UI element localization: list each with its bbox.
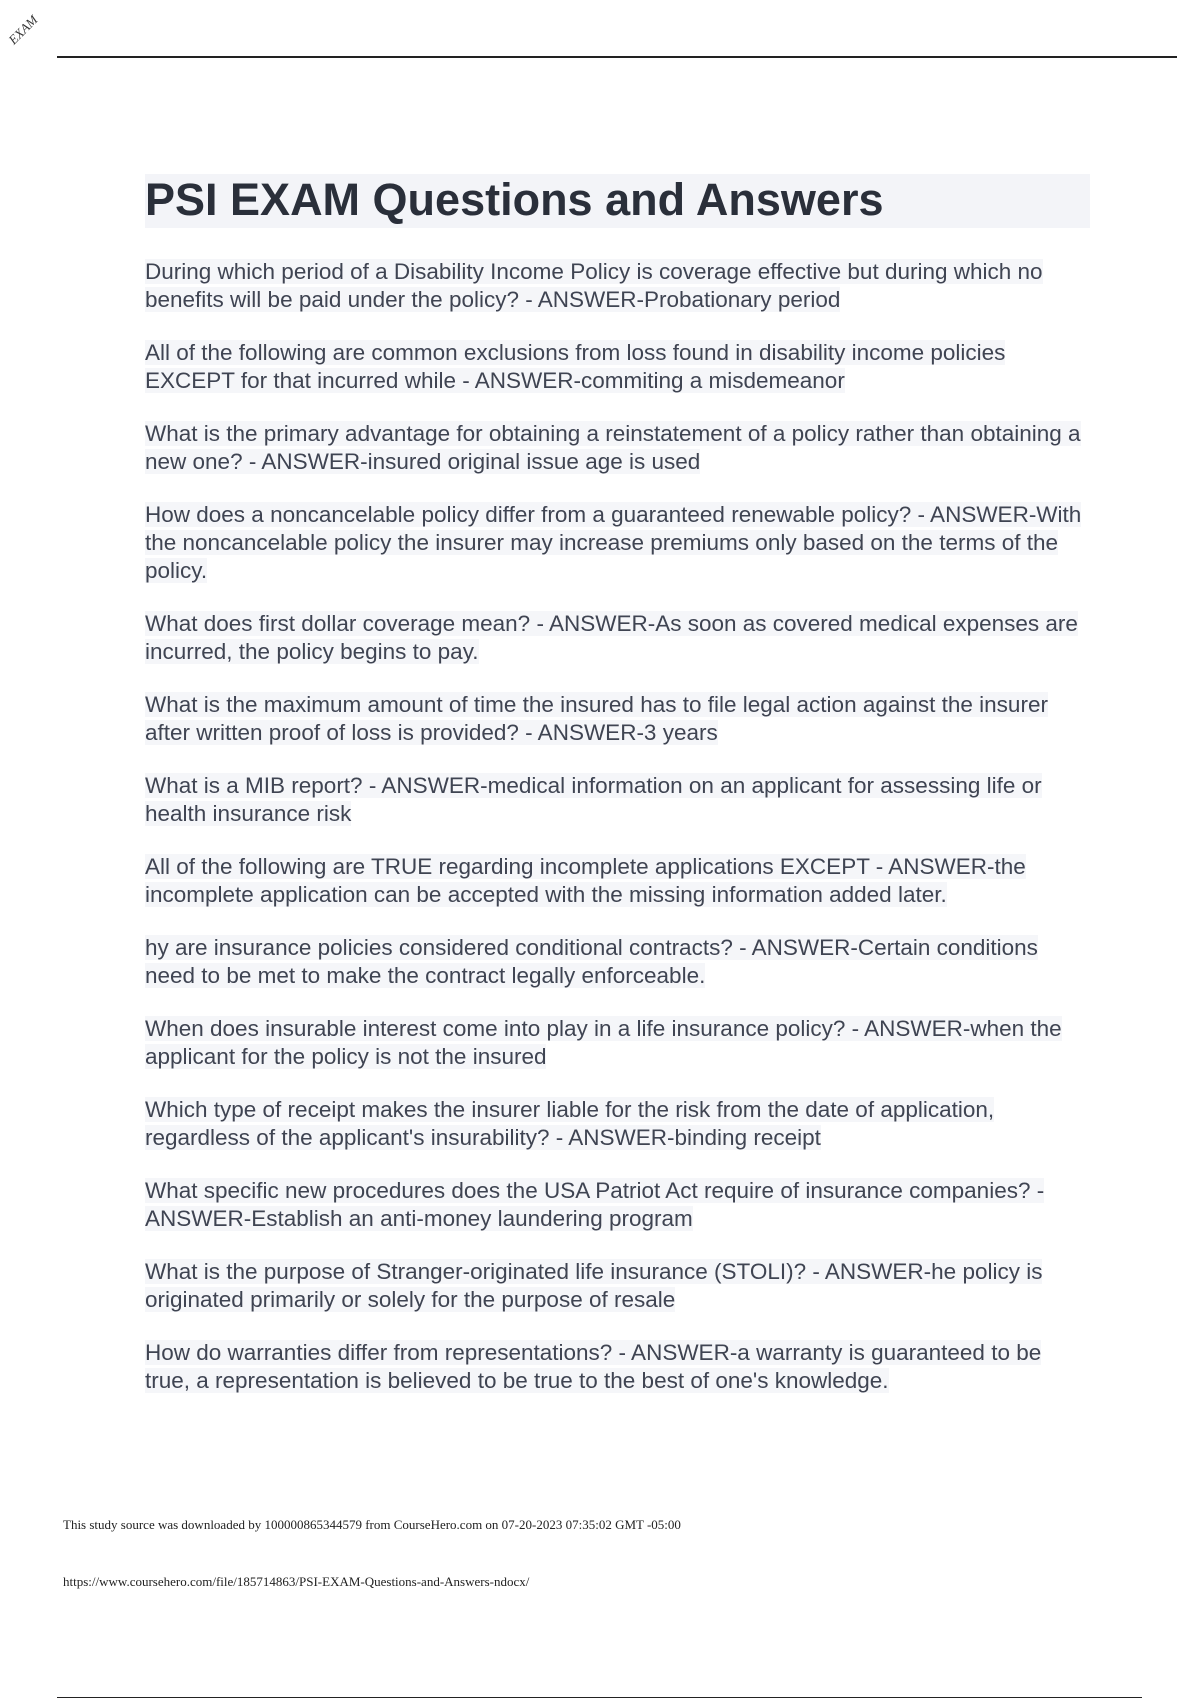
qa-text: What does first dollar coverage mean? - ANSWER-As soon as covered medical expenses are incurred, the policy begins to pay. bbox=[145, 611, 1078, 664]
qa-item bbox=[145, 691, 1090, 747]
qa-item bbox=[145, 339, 1090, 395]
qa-item bbox=[145, 1177, 1090, 1233]
qa-text: All of the following are TRUE regarding incomplete applications EXCEPT - ANSWER-the incomplete application can be accepted with the missing information added later. bbox=[145, 854, 1026, 907]
qa-text: What is the purpose of Stranger-originated life insurance (STOLI)? - ANSWER-he policy is originated primarily or solely for the purpose of resale bbox=[145, 1259, 1043, 1312]
qa-text: Which type of receipt makes the insurer liable for the risk from the date of application, regardless of the applicant's insurability? - ANSWER-binding receipt bbox=[145, 1097, 995, 1150]
qa-text: What specific new procedures does the USA Patriot Act require of insurance companies? - ANSWER-Establish an anti-money laundering program bbox=[145, 1178, 1045, 1231]
qa-item bbox=[145, 934, 1090, 990]
qa-text: When does insurable interest come into play in a life insurance policy? - ANSWER-when the applicant for the policy is not the insured bbox=[145, 1016, 1062, 1069]
qa-item bbox=[145, 1015, 1090, 1071]
qa-item bbox=[145, 420, 1090, 476]
qa-item bbox=[145, 853, 1090, 909]
header-rule bbox=[57, 56, 1177, 58]
qa-item bbox=[145, 1339, 1090, 1395]
qa-text: hy are insurance policies considered conditional contracts? - ANSWER-Certain conditions need to be met to make the contract legally enforceable. bbox=[145, 935, 1038, 988]
qa-list bbox=[145, 258, 1090, 1395]
qa-item bbox=[145, 1096, 1090, 1152]
qa-text: During which period of a Disability Income Policy is coverage effective but during which no benefits will be paid under the policy? - ANSWER-Probationary period bbox=[145, 259, 1043, 312]
qa-text: What is a MIB report? - ANSWER-medical information on an applicant for assessing life or health insurance risk bbox=[145, 773, 1042, 826]
qa-item bbox=[145, 610, 1090, 666]
footer-rule bbox=[57, 1697, 1142, 1698]
exam-corner-mark: EXAM bbox=[5, 12, 41, 48]
qa-item bbox=[145, 772, 1090, 828]
footer-source-note: This study source was downloaded by 100000865344579 from CourseHero.com on 07-20-2023 07:35:02 GMT -05:00 bbox=[63, 1517, 681, 1532]
qa-text: How do warranties differ from representations? - ANSWER-a warranty is guaranteed to be true, a representation is believed to be true to the best of one's knowledge. bbox=[145, 1340, 1042, 1393]
page-title: PSI EXAM Questions and Answers bbox=[145, 174, 1090, 228]
qa-item bbox=[145, 258, 1090, 314]
qa-text: What is the maximum amount of time the insured has to file legal action against the insurer after written proof of loss is provided? - ANSWER-3 years bbox=[145, 692, 1048, 745]
footer-url: https://www.coursehero.com/file/185714863/PSI-EXAM-Questions-and-Answers-ndocx/ bbox=[63, 1574, 530, 1589]
qa-item bbox=[145, 501, 1090, 585]
qa-text: What is the primary advantage for obtaining a reinstatement of a policy rather than obtaining a new one? - ANSWER-insured original issue age is used bbox=[145, 421, 1081, 474]
qa-item bbox=[145, 1258, 1090, 1314]
qa-text: All of the following are common exclusions from loss found in disability income policies EXCEPT for that incurred while - ANSWER-commiting a misdemeanor bbox=[145, 340, 1006, 393]
qa-text: How does a noncancelable policy differ from a guaranteed renewable policy? - ANSWER-With the noncancelable policy the insurer may increase premiums only based on the terms of the policy. bbox=[145, 502, 1082, 583]
document-body bbox=[145, 174, 1090, 1420]
